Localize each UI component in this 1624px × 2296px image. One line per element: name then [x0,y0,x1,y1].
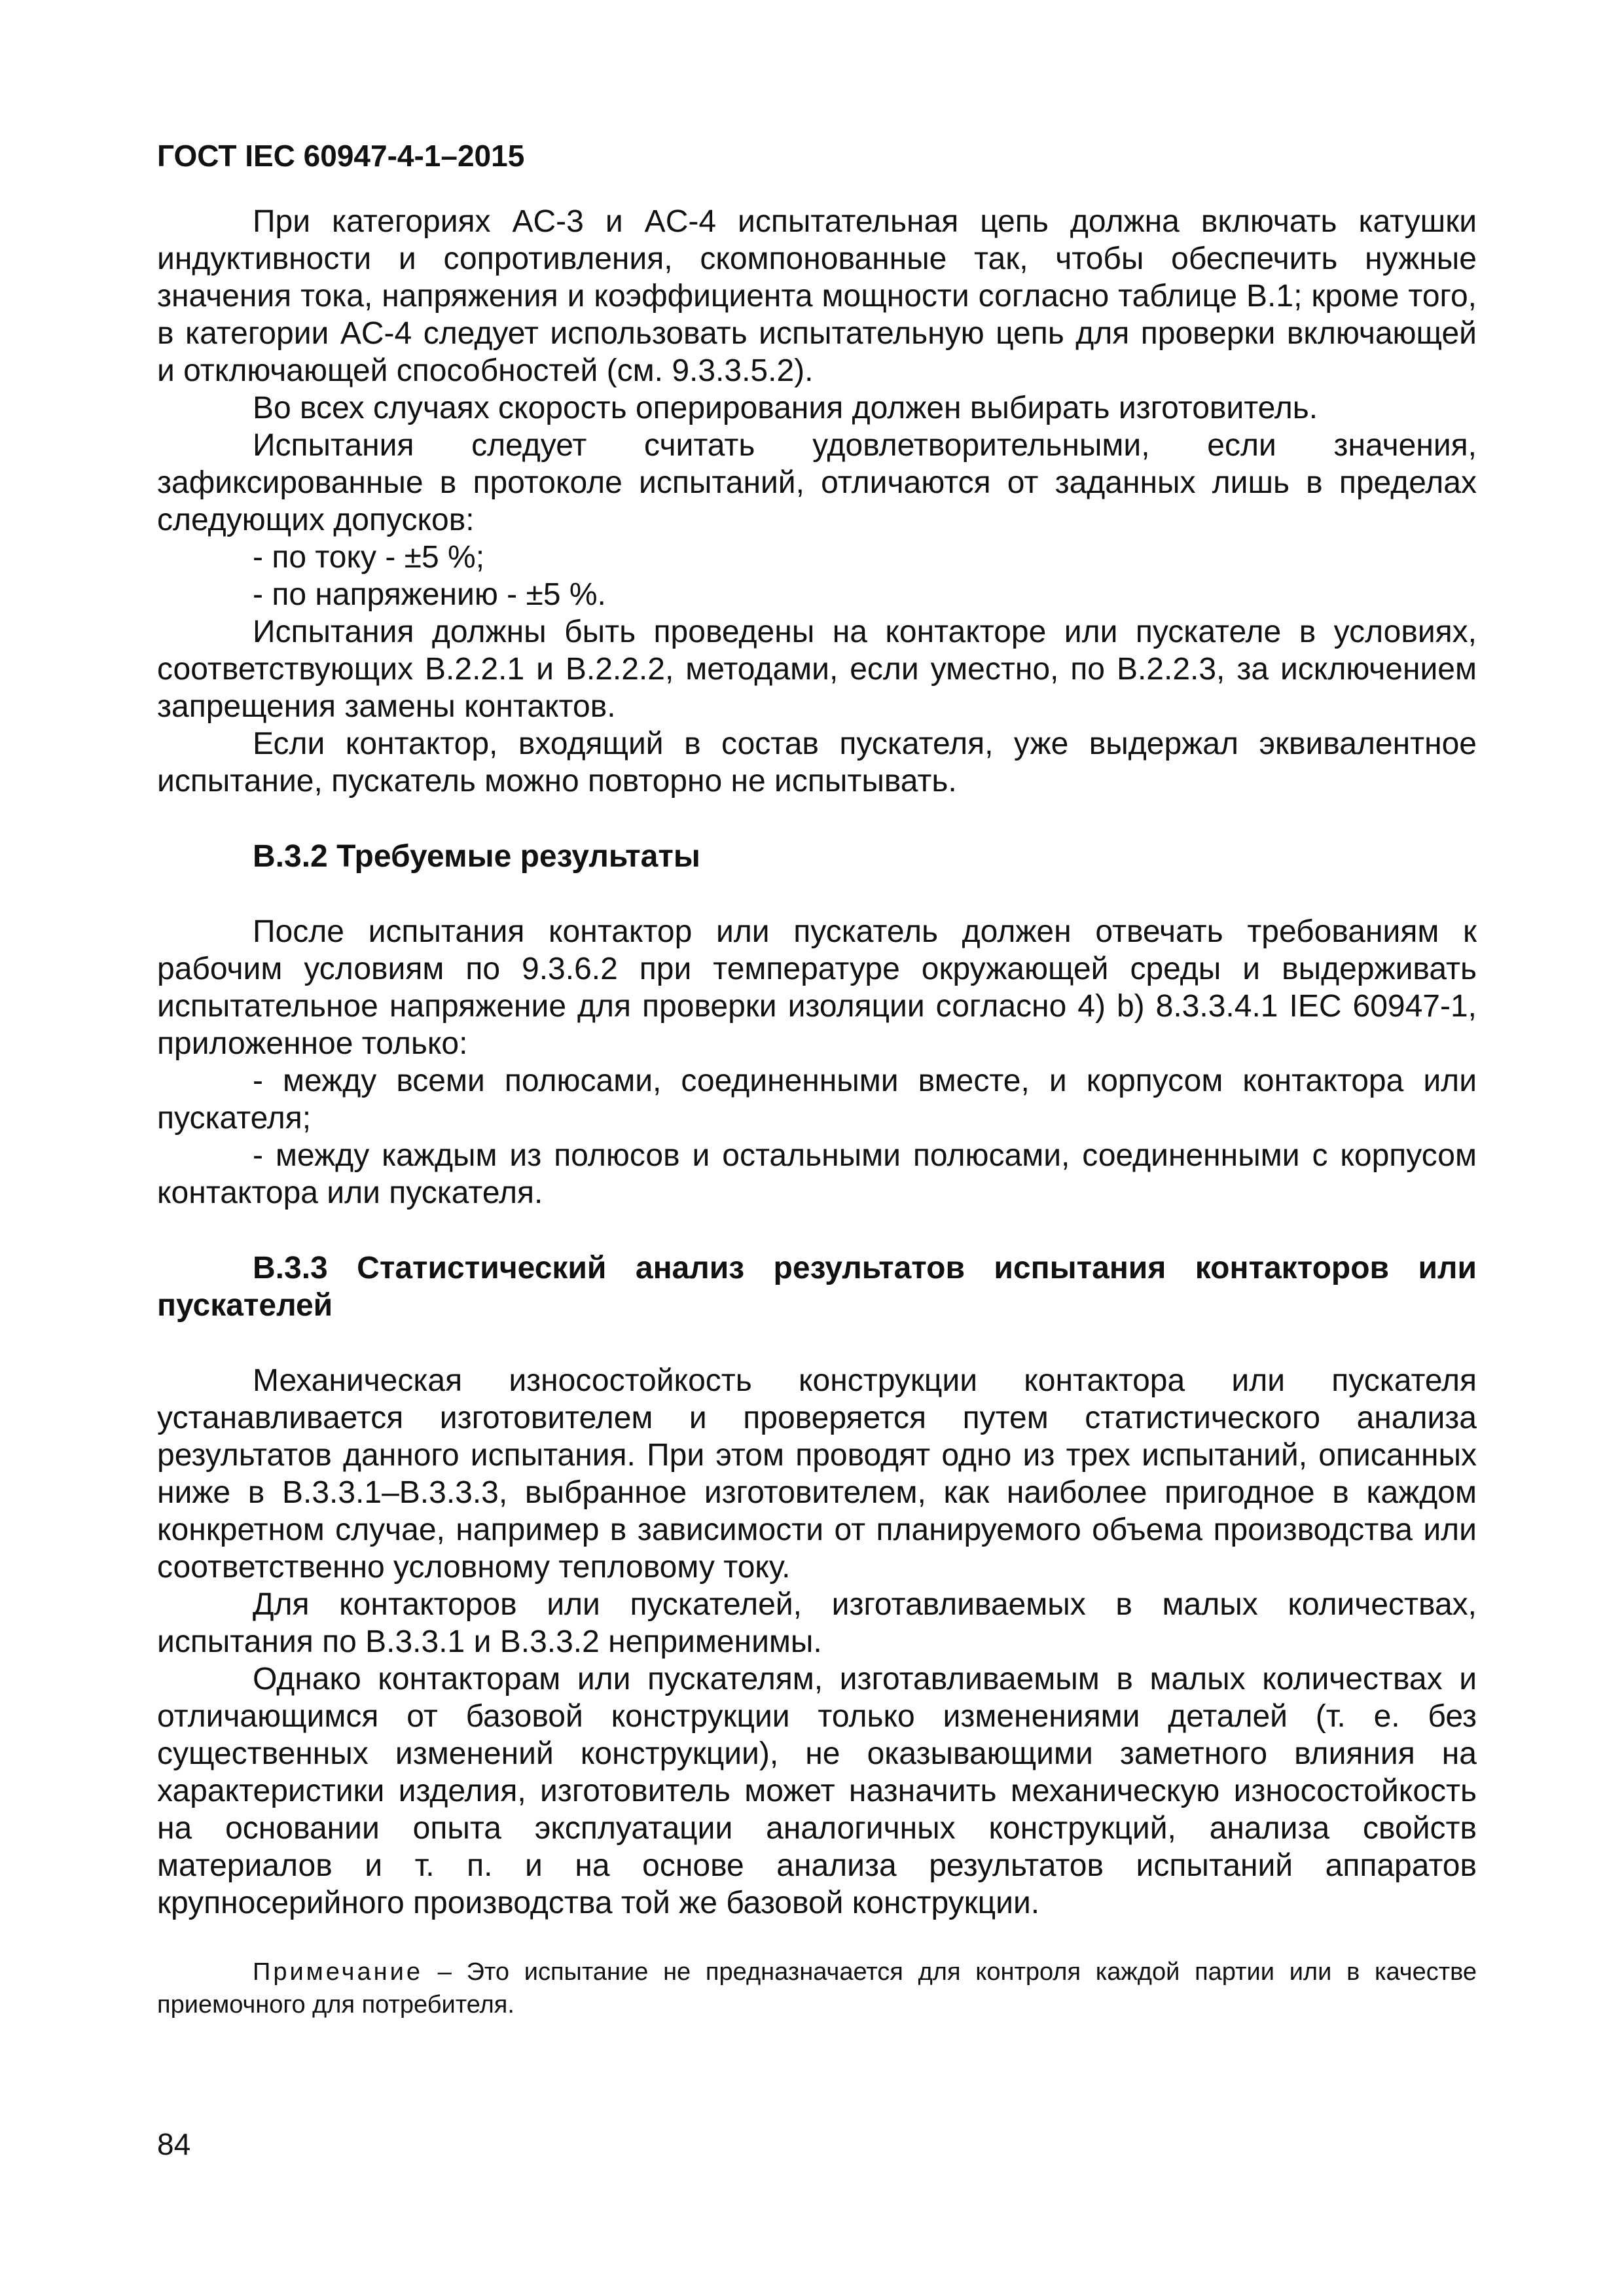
paragraph: Механическая износостойкость конструкции контактора или пускателя устанавливается изготовителем и проверяется путем статистического анализа результатов данного испытания. При этом проводят одно из трех испытаний, описанных ниже в B.3.3.1–B.3.3.3, выбранное изготовителем, как наиболее пригодное в каждом конкретном случае, например в зависимости от планируемого объема производства или соответственно условному тепловому току. [157,1363,1477,1585]
section-heading-b32: B.3.2 Требуемые результаты [253,839,700,874]
paragraph: При категориях AC-3 и AC-4 испытательная цепь должна включать катушки индуктивности и сопротивления, скомпонованные так, чтобы обеспечить нужные значения тока, напряжения и коэффициента мощности согласно таблице B.1; кроме того, в категории AC-4 следует использовать испытательную цепь для проверки включающей и отключающей способностей (см. 9.3.3.5.2). [157,204,1477,388]
paragraph: После испытания контактор или пускатель должен отвечать требованиям к рабочим условиям по 9.3.6.2 при температуре окружающей среды и выдерживать испытательное напряжение для проверки изоляции согласно 4) b) 8.3.3.4.1 IEC 60947-1, приложенное только: [157,914,1477,1061]
spacer [157,1324,1477,1362]
list-item: - по току - ±5 %; [253,540,485,575]
list-item: - по напряжению - ±5 %. [253,577,606,612]
document-page [157,0,1477,2296]
note [157,1956,1477,2021]
spacer [157,1211,1477,1249]
paragraph: Если контактор, входящий в состав пускателя, уже выдержал эквивалентное испытание, пускатель можно повторно не испытывать. [157,726,1477,798]
note-label: Примечание [253,1958,423,1986]
paragraph: Испытания должны быть проведены на контакторе или пускателе в условиях, соответствующих B.2.2.1 и B.2.2.2, методами, если уместно, по B.2.2.3, за исключением запрещения замены контактов. [157,615,1477,724]
paragraph: Испытания следует считать удовлетворительными, если значения, зафиксированные в протоколе испытаний, отличаются от заданных лишь в пределах следующих допусков: [157,428,1477,537]
section-heading-b33: B.3.3 Статистический анализ результатов испытания контакторов или пускателей [157,1251,1477,1323]
paragraph: Для контакторов или пускателей, изготавливаемых в малых количествах, испытания по B.3.3.1 и B.3.3.2 неприменимы. [157,1587,1477,1659]
spacer [157,875,1477,913]
page-number: 84 [157,2127,191,2161]
list-item: - между каждым из полюсов и остальными полюсами, соединенными с корпусом контактора или пускателя. [157,1138,1477,1210]
list-item: - между всеми полюсами, соединенными вместе, и корпусом контактора или пускателя; [157,1064,1477,1136]
document-body [157,203,1477,2021]
spacer [157,800,1477,838]
paragraph: Во всех случаях скорость оперирования должен выбирать изготовитель. [253,391,1318,425]
note-text: – Это испытание не предназначается для контроля каждой партии или в качестве приемочного для потребителя. [157,1958,1477,2018]
standard-header: ГОСТ IEC 60947-4-1–2015 [157,139,525,173]
paragraph: Однако контакторам или пускателям, изготавливаемым в малых количествах и отличающимся от базовой конструкции только изменениями деталей (т. е. без существенных изменений конструкции), не оказывающими заметного влияния на характеристики изделия, изготовитель может назначить механическую износостойкость на основании опыта эксплуатации аналогичных конструкций, анализа свойств материалов и т. п. и на основе анализа результатов испытаний аппаратов крупносерийного производства той же базовой конструкции. [157,1662,1477,1920]
